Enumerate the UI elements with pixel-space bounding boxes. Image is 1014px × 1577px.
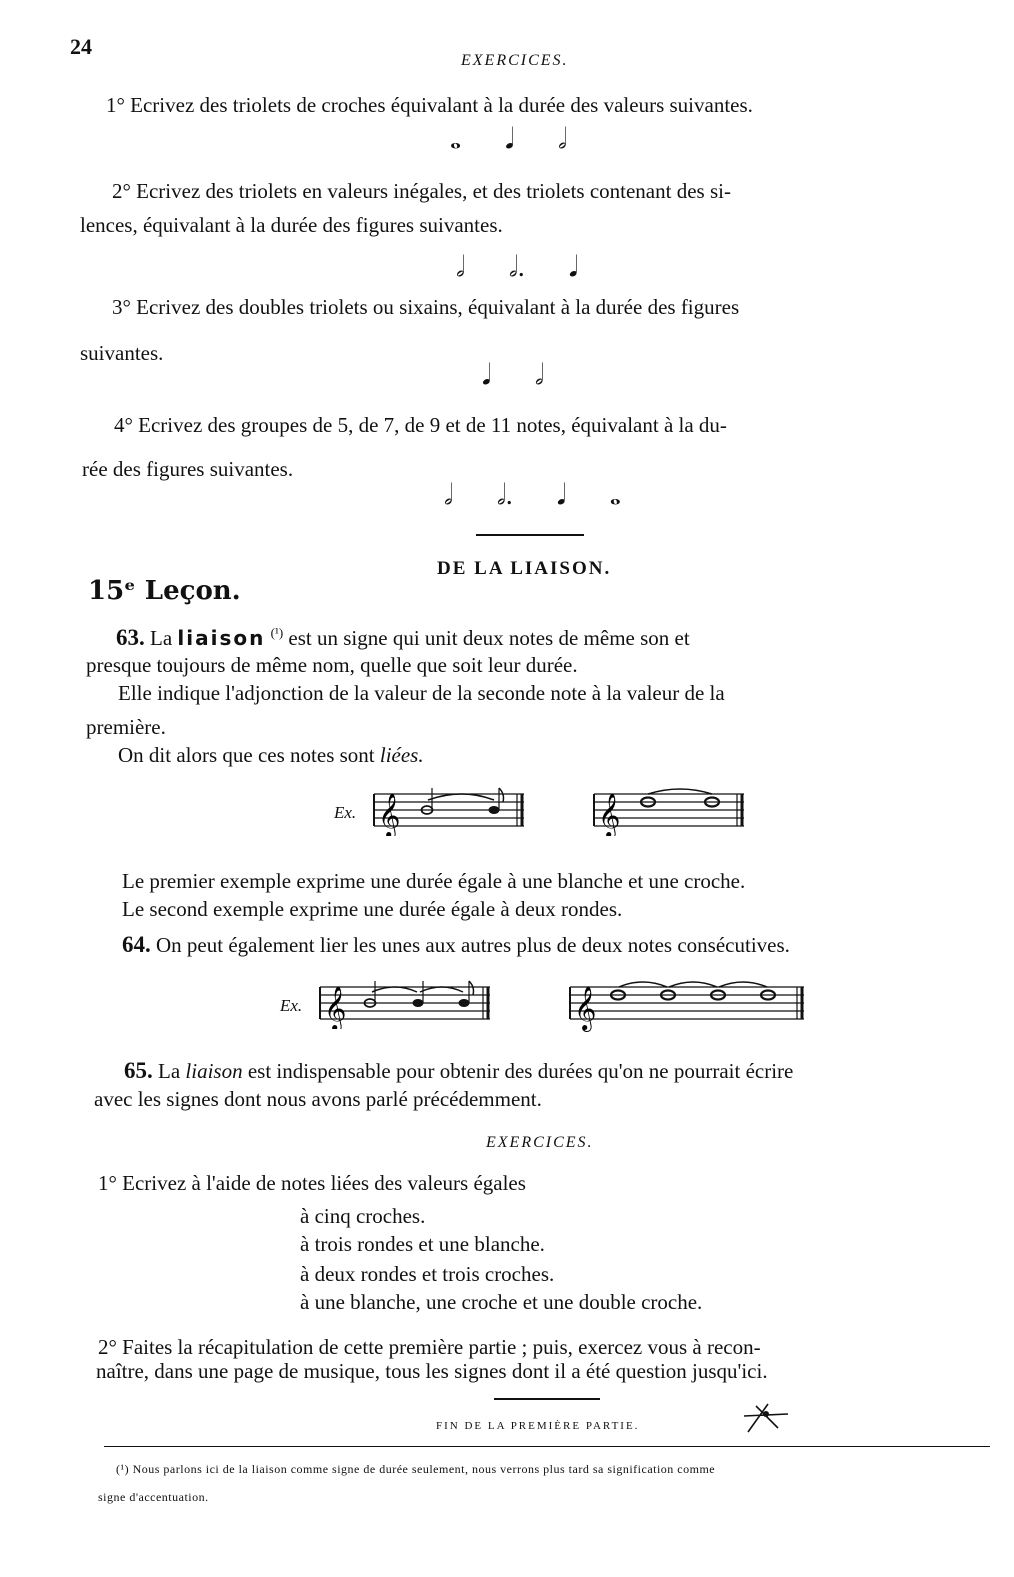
lesson-title: 15ᵉ Leçon. <box>88 576 241 606</box>
paragraph-63-line-4: première. <box>86 715 166 739</box>
whole-note-icon: 𝅝 <box>609 480 621 511</box>
half-note-icon: 𝅗𝅥 <box>444 480 453 511</box>
exercise-3-line-1: 3° Ecrivez des doubles triolets ou sixains, équivalant à la durée des figures <box>112 295 740 319</box>
footnote-ref: (¹) <box>270 625 284 640</box>
paragraph-text: est un signe qui unit deux notes de même son et <box>288 626 690 650</box>
treble-clef-icon: 𝄞 <box>378 793 401 836</box>
quarter-note-icon: 𝅘𝅥 <box>482 360 491 391</box>
paragraph-number: 64. <box>122 932 151 957</box>
exercise-4-notes <box>422 480 643 512</box>
example-explanation-2: Le second exemple exprime une durée égale à deux rondes. <box>122 897 623 921</box>
footnote-line-1: (¹) Nous parlons ici de la liaison comme signe de durée seulement, nous verrons plus tard sa signification comme <box>116 1462 716 1476</box>
exercises-heading: EXERCICES. <box>461 52 569 69</box>
exercise-2-1-intro: 1° Ecrivez à l'aide de notes liées des valeurs égales <box>98 1171 526 1195</box>
exercise-3-line-2: suivantes. <box>80 341 164 365</box>
exercise-4-line-1: 4° Ecrivez des groupes de 5, de 7, de 9 et de 11 notes, équivalant à la du- <box>114 413 727 437</box>
exercise-2-line-1: 2° Ecrivez des triolets en valeurs inégales, et des triolets contenant des si- <box>112 179 731 203</box>
tie-icon <box>619 982 667 987</box>
treble-clef-icon: 𝄞 <box>324 986 347 1029</box>
exercise-3-notes <box>460 360 566 392</box>
paragraph-text: La <box>158 1059 181 1083</box>
paragraph-text: La <box>150 626 173 650</box>
footnote-divider <box>104 1446 990 1447</box>
example-label: Ex. <box>280 996 303 1015</box>
term-liaison: liaison <box>177 626 266 650</box>
tie-example-2 <box>592 786 747 836</box>
quarter-note-icon: 𝅘𝅥 <box>556 480 566 511</box>
treble-clef-icon: 𝄞 <box>598 793 621 836</box>
tie-icon <box>372 987 417 992</box>
list-item: à trois rondes et une blanche. <box>300 1232 545 1256</box>
example-explanation-1: Le premier exemple exprime une durée égale à une blanche et une croche. <box>122 869 746 893</box>
term-liaison: liaison <box>185 1059 243 1083</box>
footnote-line-2: signe d'accentuation. <box>98 1490 209 1504</box>
exercise-1-notes <box>428 124 589 156</box>
dotted-half-note-icon: 𝅗𝅥. <box>508 252 525 283</box>
quarter-note-icon: 𝅘𝅥 <box>568 252 578 283</box>
term-liees: liées. <box>379 743 424 767</box>
half-note-icon: 𝅗𝅥 <box>456 252 465 283</box>
section-divider <box>476 534 584 536</box>
tie-example-3 <box>318 977 493 1029</box>
treble-clef-icon: 𝄞 <box>574 986 597 1030</box>
tie-icon <box>420 987 463 992</box>
list-item: à une blanche, une croche et une double croche. <box>300 1290 703 1314</box>
exercise-2-notes <box>434 252 600 284</box>
end-divider <box>494 1398 600 1400</box>
exercise-1-line: 1° Ecrivez des triolets de croches équivalant à la durée des valeurs suivantes. <box>106 93 753 117</box>
exercise-4-line-2: rée des figures suivantes. <box>82 457 294 481</box>
whole-note-icon: 𝅝 <box>450 124 462 155</box>
quarter-note-icon: 𝅘𝅥 <box>505 124 515 155</box>
dotted-half-note-icon: 𝅗𝅥. <box>496 480 513 511</box>
tie-example-4 <box>568 977 808 1037</box>
paragraph-63-line-3: Elle indique l'adjonction de la valeur de la seconde note à la valeur de la <box>118 681 725 705</box>
half-note-icon: 𝅗𝅥 <box>558 124 567 155</box>
paragraph-63-line-2: presque toujours de même nom, quelle que soit leur durée. <box>86 653 578 677</box>
exercises-heading: EXERCICES. <box>486 1134 594 1151</box>
tie-example-1 <box>372 786 527 836</box>
tie-icon <box>669 982 717 987</box>
paragraph-text: est indispensable pour obtenir des durées qu'on ne pourrait écrire <box>247 1059 794 1083</box>
tie-icon <box>648 789 712 794</box>
exercise-2-2-line-2: naître, dans une page de musique, tous les signes dont il a été question jusqu'ici. <box>96 1359 768 1383</box>
paragraph-text: On dit alors que ces notes sont <box>118 743 375 767</box>
half-note-icon: 𝅗𝅥 <box>534 360 544 391</box>
paragraph-65-line-2: avec les signes dont nous avons parlé précédemment. <box>94 1087 542 1111</box>
tie-icon <box>428 794 494 800</box>
example-label: Ex. <box>334 803 357 822</box>
printer-ornament-icon <box>738 1392 794 1436</box>
end-of-part: FIN DE LA PREMIÈRE PARTIE. <box>436 1420 640 1432</box>
paragraph-64 <box>122 932 790 958</box>
exercise-2-line-2: lences, équivalant à la durée des figures suivantes. <box>80 213 503 237</box>
exercise-2-2-line-1: 2° Faites la récapitulation de cette première partie ; puis, exercez vous à recon- <box>98 1335 761 1359</box>
paragraph-text: On peut également lier les unes aux autres plus de deux notes consécutives. <box>156 933 790 957</box>
paragraph-number: 65. <box>124 1058 153 1083</box>
chapter-title: DE LA LIAISON. <box>437 558 612 579</box>
list-item: à cinq croches. <box>300 1204 426 1228</box>
paragraph-number: 63. <box>116 625 145 650</box>
paragraph-63-line-5 <box>118 742 424 768</box>
page-number: 24 <box>70 34 92 59</box>
tie-icon <box>719 982 767 987</box>
paragraph-63-line-1 <box>116 620 690 651</box>
list-item: à deux rondes et trois croches. <box>300 1262 555 1286</box>
paragraph-65-line-1 <box>124 1058 793 1084</box>
